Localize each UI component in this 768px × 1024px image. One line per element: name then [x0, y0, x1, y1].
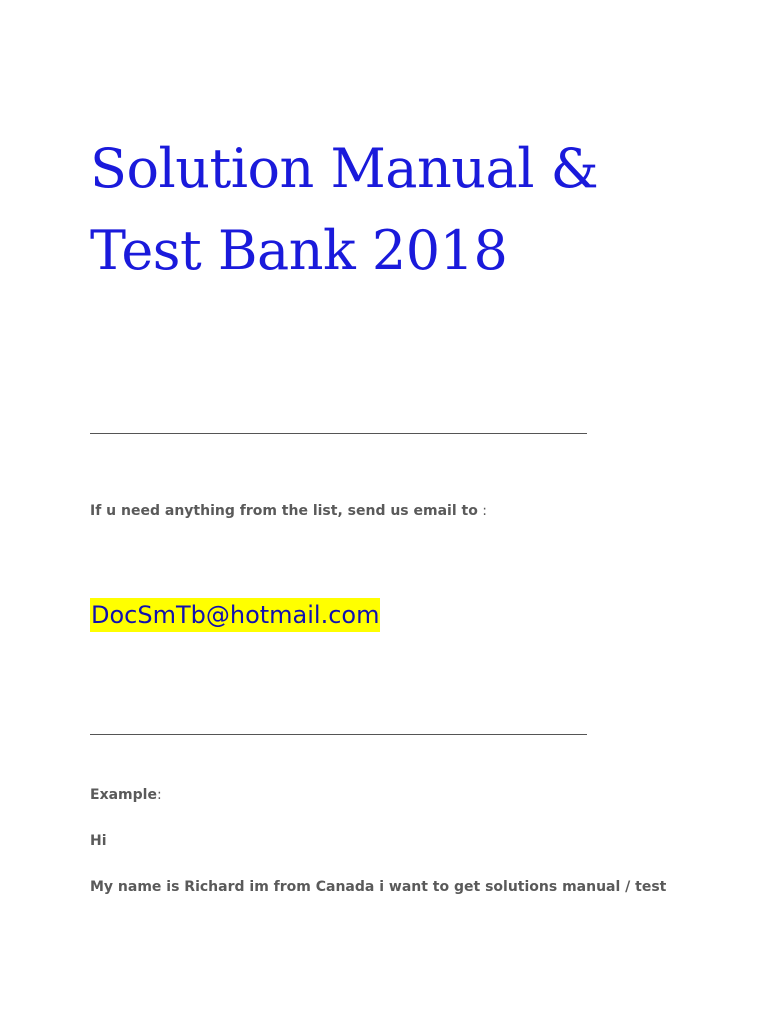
contact-email[interactable]: DocSmTb@hotmail.com	[90, 598, 380, 632]
instruction-text	[90, 503, 487, 519]
separator-line-top	[90, 433, 587, 434]
instruction-main: If u need anything from the list, send us email to	[90, 503, 478, 519]
greeting-text: Hi	[90, 833, 107, 849]
title-line-2: Test Bank 2018	[90, 219, 508, 282]
example-colon: :	[156, 787, 162, 803]
title-line-1: Solution Manual &	[90, 137, 599, 200]
body-line-text: My name is Richard im from Canada i want to get solutions manual / test	[90, 879, 667, 895]
separator-line-bottom	[90, 734, 587, 735]
example-body-line	[90, 879, 666, 895]
example-heading	[90, 787, 162, 803]
instruction-colon: :	[477, 503, 487, 519]
example-greeting	[90, 833, 107, 849]
example-label: Example	[90, 787, 157, 803]
document-title	[90, 128, 730, 292]
